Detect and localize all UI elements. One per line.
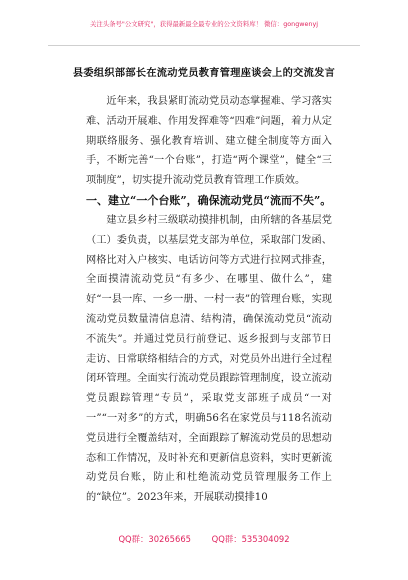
header-ad-text: 关注头条号"公文研究"，获得最新最全最专业的公文资料库！ 微信：gongwenyj	[89, 20, 319, 28]
intro-paragraph: 近年来，我县紧盯流动党员动态掌握难、学习落实难、活动开展难、作用发挥难等“四难”问题，着力从定期联络服务、强化教育培训、建立健全制度等方面入手，不断完善“一个台账”，打造“两个课堂”，健全“三项制度”，切实提升流动党员教育管理工作质效。	[86, 96, 332, 187]
document-body	[86, 92, 332, 508]
document-title: 县委组织部部长在流动党员教育管理座谈会上的交流发言	[72, 67, 336, 79]
footer-qq-group-2: QQ群：535304092	[211, 534, 290, 544]
footer-contact	[0, 533, 408, 545]
section-1-paragraph: 建立县乡村三级联动摸排机制，由所辖的各基层党（工）委负责，以基层党支部为单位，采取部门发函、网格比对入户核实、电话访问等方式进行拉网式排查，全面摸清流动党员“有多少、在哪里、做什么”，建好“一县一库、一乡一册、一村一表”的管理台账，实现流动党员数量清信息清、结构清，确保流动党员“流动不流失”。并通过党员行前登记、返乡报到与支部节日走访、日常联络相结合的方式，对党员外出进行全过程闭环管理。全面实行流动党员跟踪管理制度，设立流动党员跟踪管理“专员”，采取党支部班子成员“一对一”“一对多”的方式，明确56名在家党员与118名流动党员进行全覆盖结对，全面跟踪了解流动党员的思想动态和工作情况，及时补充和更新信息资料，实时更新流动党员台账，防止和杜绝流动党员管理服务工作上的“缺位”。2023年来，开展联动摸排10	[86, 214, 332, 504]
header-divider	[48, 45, 360, 46]
section-heading-1: 一、建立“一个台账”，确保流动党员“流而不失”。	[86, 193, 332, 207]
footer-qq-group-1: QQ群：30265665	[118, 534, 191, 544]
